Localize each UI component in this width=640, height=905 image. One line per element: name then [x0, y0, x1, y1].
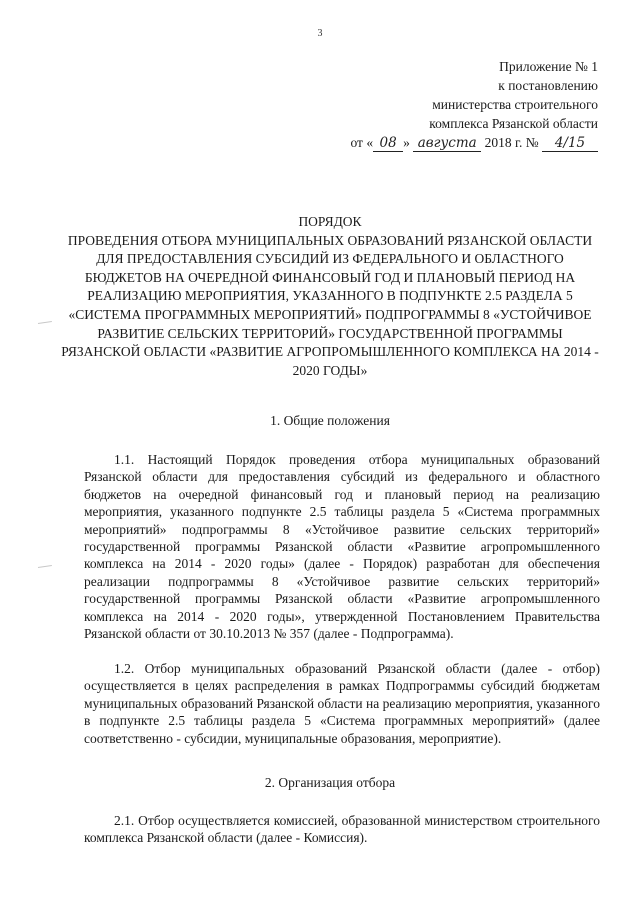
appendix-block: [350, 57, 598, 152]
handwritten-month: августа: [413, 136, 481, 152]
document-title: [60, 213, 600, 380]
appendix-line-3: министерства строительного: [432, 97, 598, 112]
appendix-line-2: к постановлению: [498, 78, 598, 93]
paragraph-1-1: 1.1. Настоящий Порядок проведения отбора муниципальных образований Рязанской области для предоставления субсидий из федерального и областного бюджетов на очередной финансовый год и плановый период на реализацию мероприятия, указанного подпункте 2.5 таблицы раздела 5 «Система программных мероприятий» подпрограммы 8 «Устойчивое развитие сельских территорий» государственной программы Рязанской области «Развитие агропромышленного комплекса на 2014 - 2020 годы» (далее - Порядок) разработан для обеспечения реализации подпрограммы 8 «Устойчивое развитие сельских территорий» государственной программы Рязанской области «Развитие агропромышленного комплекса на 2014 - 2020 годы», утвержденной Постановлением Правительства Рязанской области от 30.10.2013 № 357 (далее - Подпрограмма).: [84, 452, 600, 642]
page-number: 3: [317, 28, 323, 39]
appendix-line-1: Приложение № 1: [499, 59, 598, 74]
appendix-line-4: комплекса Рязанской области: [429, 116, 598, 131]
title-heading: ПОРЯДОК: [298, 214, 362, 229]
title-body: ПРОВЕДЕНИЯ ОТБОРА МУНИЦИПАЛЬНЫХ ОБРАЗОВАНИЙ РЯЗАНСКОЙ ОБЛАСТИ ДЛЯ ПРЕДОСТАВЛЕНИЯ СУБСИДИЙ ИЗ ФЕДЕРАЛЬНОГО И ОБЛАСТНОГО БЮДЖЕТОВ НА ОЧЕРЕДНОЙ ФИНАНСОВЫЙ ГОД И ПЛАНОВЫЙ ПЕРИОД НА РЕАЛИЗАЦИЮ МЕРОПРИЯТИЯ, УКАЗАННОГО В ПОДПУНКТЕ 2.5 РАЗДЕЛА 5 «СИСТЕМА ПРОГРАММНЫХ МЕРОПРИЯТИЙ» ПОДПРОГРАММЫ 8 «УСТОЙЧИВОЕ РАЗВИТИЕ СЕЛЬСКИХ ТЕРРИТОРИЙ» ГОСУДАРСТВЕННОЙ ПРОГРАММЫ РЯЗАНСКОЙ ОБЛАСТИ «РАЗВИТИЕ АГРОПРОМЫШЛЕННОГО КОМПЛЕКСА НА 2014 - 2020 ГОДЫ»: [61, 232, 599, 378]
appendix-date-line: [350, 133, 598, 152]
handwritten-number: 4/15: [542, 136, 598, 152]
margin-scan-mark: [38, 565, 52, 569]
paragraph-2-1: 2.1. Отбор осуществляется комиссией, образованной министерством строительного комплекса Рязанской области (далее - Комиссия).: [84, 813, 600, 846]
date-prefix: от «: [350, 135, 374, 150]
margin-scan-mark: [38, 321, 52, 325]
handwritten-day: 08: [373, 136, 403, 152]
section-heading-1: 1. Общие положения: [270, 413, 390, 428]
section-heading-2: 2. Организация отбора: [264, 775, 396, 790]
paragraph-1-2: 1.2. Отбор муниципальных образований Рязанской области (далее - отбор) осуществляется в целях распределения в рамках Подпрограммы субсидий бюджетам муниципальных образований Рязанской области на реализацию мероприятия, указанного в подпункте 2.5 таблицы раздела 5 «Система программных мероприятий» (далее соответственно - субсидии, муниципальные образования, мероприятие).: [84, 661, 600, 746]
date-mid: »: [403, 135, 410, 150]
year-text: 2018 г. №: [484, 135, 539, 150]
